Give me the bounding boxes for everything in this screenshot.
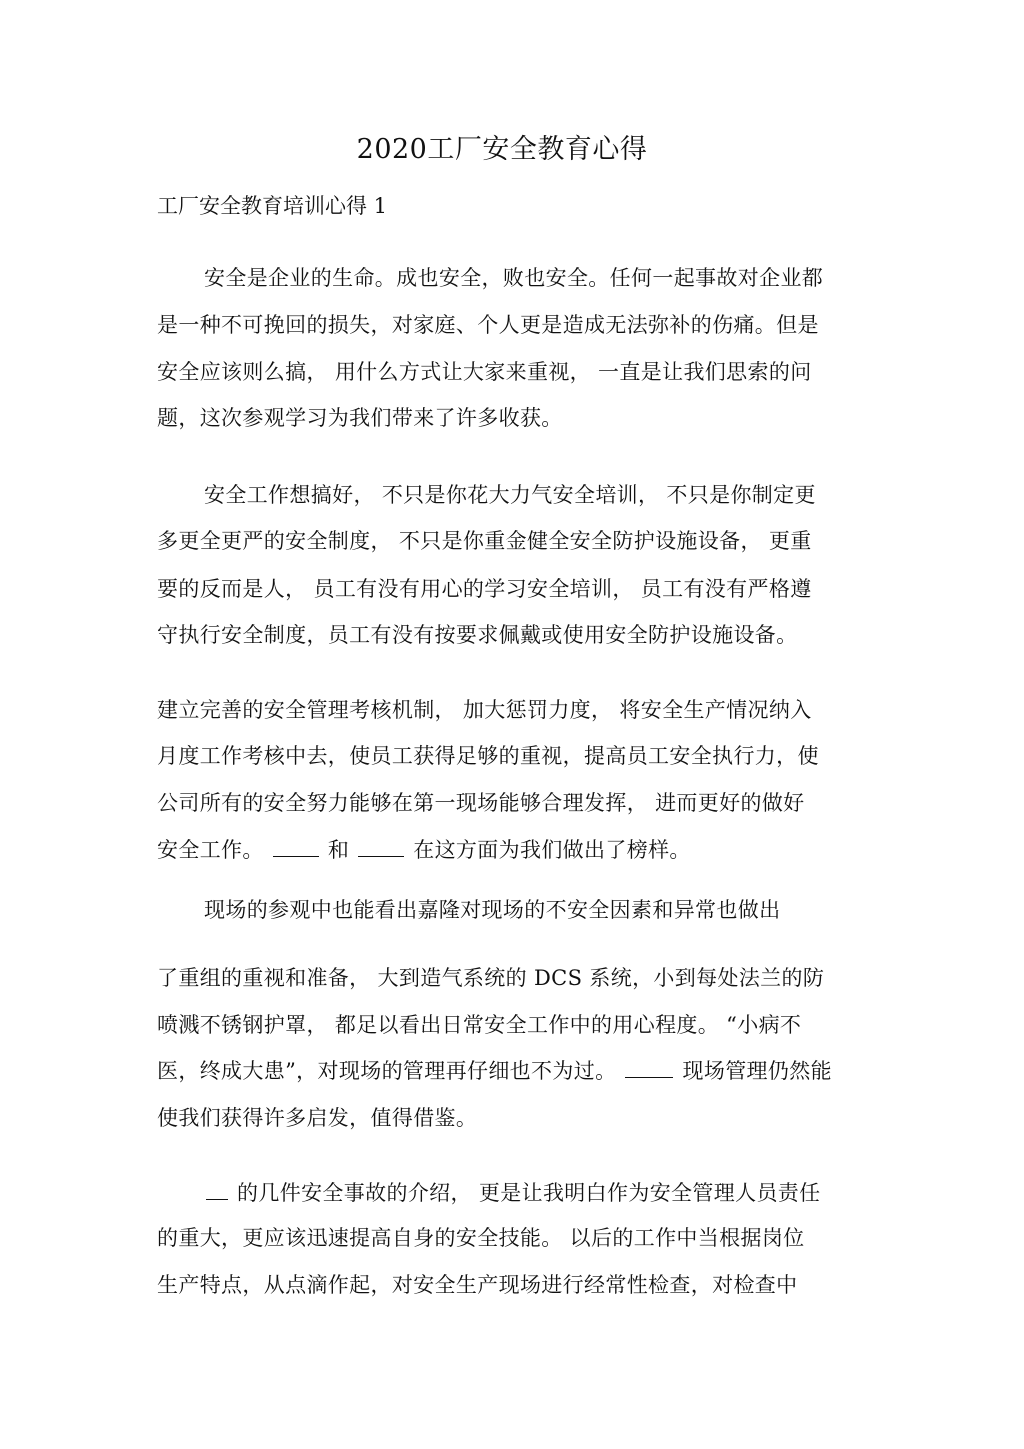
paragraph-line: 要的反而是人， 员工有没有用心的学习安全培训， 员工有没有严格遵: [157, 577, 812, 601]
document-subtitle: 工厂安全教育培训心得 1: [157, 194, 388, 218]
fill-in-blank: [625, 1059, 673, 1078]
paragraph-line: 现场的参观中也能看出嘉隆对现场的不安全因素和异常也做出: [204, 898, 781, 922]
paragraph-line: 是一种不可挽回的损失，对家庭、个人更是造成无法弥补的伤痛。但是: [157, 313, 819, 337]
paragraph-line: 的重大，更应该迅速提高自身的安全技能。 以后的工作中当根据岗位: [157, 1226, 805, 1250]
paragraph-line: 生产特点，从点滴作起，对安全生产现场进行经常性检查，对检查中: [157, 1273, 798, 1297]
line-text: 现场管理仍然能: [682, 1059, 832, 1083]
line-text: 和: [327, 838, 350, 862]
fill-in-blank: [273, 838, 319, 857]
paragraph-line: 喷溅不锈钢护罩， 都足以看出日常安全工作中的用心程度。 “小病不: [157, 1013, 802, 1037]
paragraph-line: 题，这次参观学习为我们带来了许多收获。: [157, 406, 563, 430]
fill-in-blank: [358, 838, 404, 857]
paragraph-line: 建立完善的安全管理考核机制， 加大惩罚力度， 将安全生产情况纳入: [157, 698, 812, 722]
fill-in-blank: [206, 1181, 228, 1200]
document-title: 2020工厂安全教育心得: [356, 134, 648, 165]
line-text: 医，终成大患”，对现场的管理再仔细也不为过。: [157, 1059, 617, 1083]
paragraph-line: [157, 835, 691, 865]
line-text: 安全工作。: [157, 838, 264, 862]
paragraph-line: 守执行安全制度，员工有没有按要求佩戴或使用安全防护设施设备。: [157, 623, 798, 647]
paragraph-line: [204, 1178, 821, 1208]
paragraph-line: 安全工作想搞好， 不只是你花大力气安全培训， 不只是你制定更: [204, 483, 816, 507]
line-text: 在这方面为我们做出了榜样。: [413, 838, 691, 862]
paragraph-line: [157, 1056, 832, 1086]
paragraph-line: 安全是企业的生命。成也安全，败也安全。任何一起事故对企业都: [204, 266, 824, 290]
line-text: 的几件安全事故的介绍， 更是让我明白作为安全管理人员责任: [237, 1181, 821, 1205]
paragraph-line: 公司所有的安全努力能够在第一现场能够合理发挥， 进而更好的做好: [157, 791, 805, 815]
paragraph-line: 使我们获得许多启发，值得借鉴。: [157, 1106, 478, 1130]
paragraph-line: 安全应该则么搞， 用什么方式让大家来重视， 一直是让我们思索的问: [157, 360, 812, 384]
paragraph-line: 了重组的重视和准备， 大到造气系统的 DCS 系统，小到每处法兰的防: [157, 966, 825, 990]
paragraph-line: 月度工作考核中去，使员工获得足够的重视，提高员工安全执行力，使: [157, 744, 819, 768]
paragraph-line: 多更全更严的安全制度， 不只是你重金健全安全防护设施设备， 更重: [157, 529, 812, 553]
